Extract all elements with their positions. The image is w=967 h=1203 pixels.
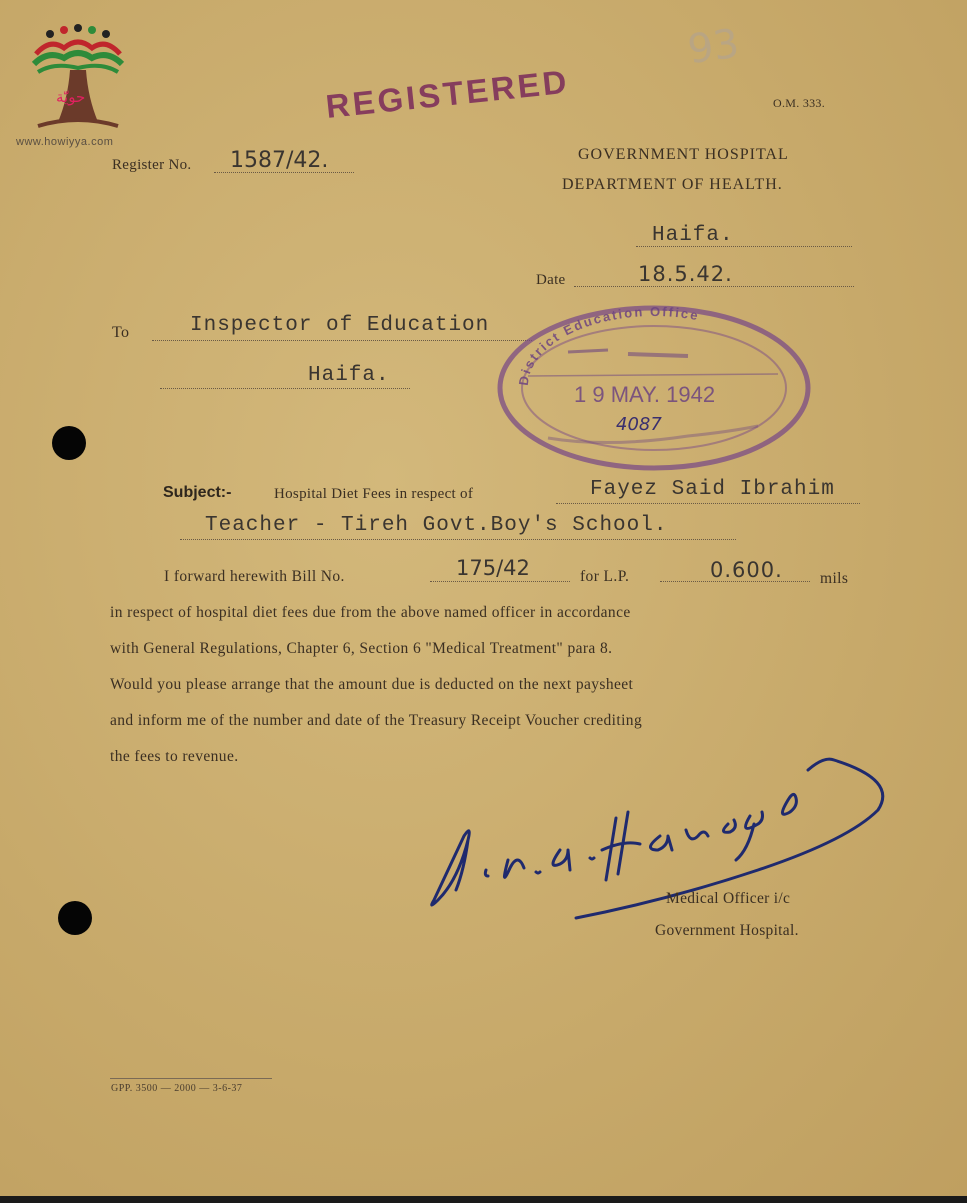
stamp-ring-text: District Education Office bbox=[515, 303, 701, 387]
printer-code: GPP. 3500 — 2000 — 3-6-37 bbox=[111, 1083, 243, 1094]
register-number: 1587/42. bbox=[230, 148, 329, 173]
registered-stamp: REGISTERED bbox=[324, 62, 572, 126]
amount-value: 0.600. bbox=[710, 558, 783, 582]
subject-line-2: Teacher - Tireh Govt.Boy's School. bbox=[205, 514, 668, 537]
body-line: the fees to revenue. bbox=[110, 748, 239, 765]
punch-hole-bottom bbox=[58, 901, 92, 935]
mils-label: mils bbox=[820, 570, 849, 587]
subject-text: Hospital Diet Fees in respect of bbox=[274, 486, 474, 502]
subject-name: Fayez Said Ibrahim bbox=[590, 478, 835, 501]
received-stamp bbox=[488, 298, 820, 474]
stamp-date: 1 9 MAY. 1942 bbox=[574, 382, 716, 407]
date-value: 18.5.42. bbox=[638, 262, 733, 286]
place: Haifa. bbox=[652, 224, 734, 247]
org-line-2: DEPARTMENT OF HEALTH. bbox=[562, 176, 783, 193]
bill-rule bbox=[430, 581, 570, 582]
subject-rule-1 bbox=[556, 503, 860, 504]
bill-number: 175/42 bbox=[456, 556, 530, 580]
subject-rule-2 bbox=[180, 539, 736, 540]
addressee-rule-1 bbox=[152, 340, 532, 341]
body-line: with General Regulations, Chapter 6, Section 6 "Medical Treatment" para 8. bbox=[110, 640, 613, 657]
addressee-rule-2 bbox=[160, 388, 410, 389]
punch-hole-top bbox=[52, 426, 86, 460]
signatory-title-2: Government Hospital. bbox=[655, 922, 799, 939]
org-line-1: GOVERNMENT HOSPITAL bbox=[578, 146, 789, 163]
body-line: in respect of hospital diet fees due from the above named officer in accordance bbox=[110, 604, 631, 621]
stamp-number: 4087 bbox=[616, 414, 662, 435]
logo-brand-word: حويّة bbox=[56, 88, 86, 106]
subject-label: Subject:- bbox=[163, 484, 232, 501]
addressee-line-1: Inspector of Education bbox=[190, 314, 490, 337]
place-rule bbox=[636, 246, 852, 247]
pencil-file-number: 93 bbox=[685, 20, 742, 74]
body-line: Would you please arrange that the amount due is deducted on the next paysheet bbox=[110, 676, 634, 693]
signatory-title-1: Medical Officer i/c bbox=[666, 890, 791, 907]
logo-url: www.howiyya.com bbox=[16, 136, 114, 148]
footer-rule bbox=[110, 1078, 272, 1079]
to-label: To bbox=[112, 324, 130, 341]
body-intro: I forward herewith Bill No. bbox=[164, 568, 345, 585]
body-line: and inform me of the number and date of the Treasury Receipt Voucher crediting bbox=[110, 712, 643, 729]
for-label: for L.P. bbox=[580, 568, 630, 585]
register-label: Register No. bbox=[112, 157, 192, 173]
date-label: Date bbox=[536, 272, 566, 288]
date-rule bbox=[574, 286, 854, 287]
form-code: O.M. 333. bbox=[773, 96, 826, 110]
howiyya-logo bbox=[18, 18, 138, 153]
svg-text:District Education Office bbox=[516, 304, 701, 386]
addressee-line-2: Haifa. bbox=[308, 364, 390, 387]
